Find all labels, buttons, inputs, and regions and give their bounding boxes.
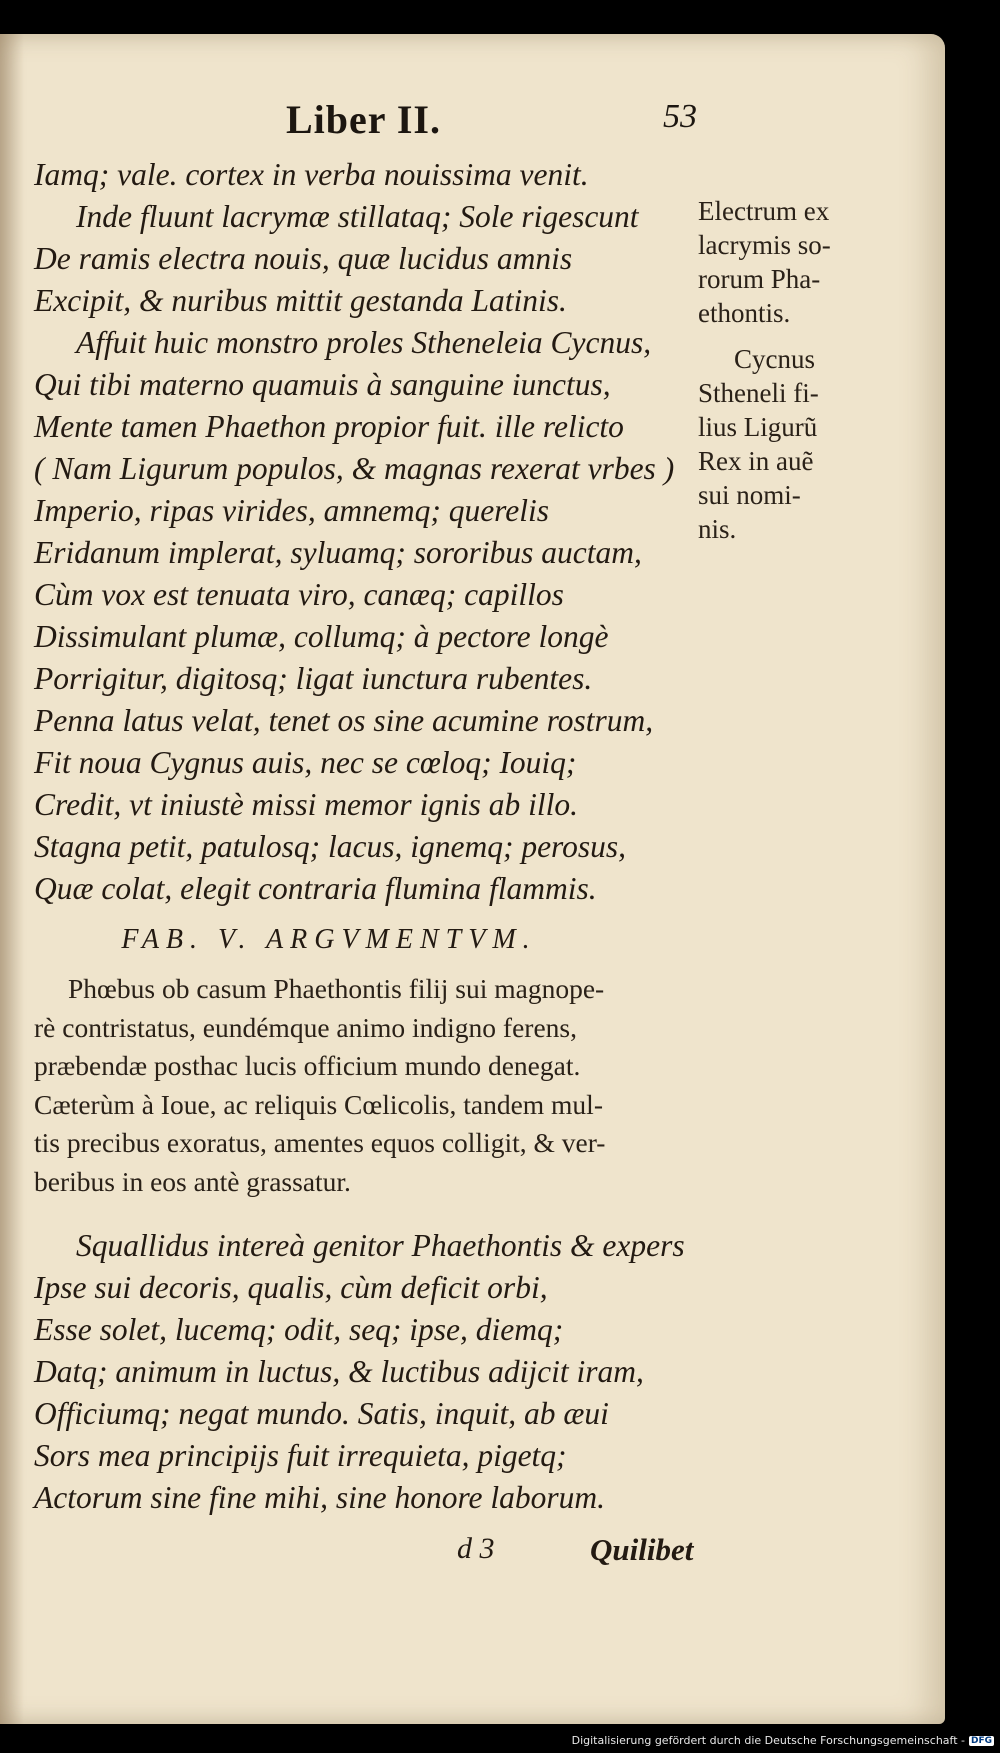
verse-block-top <box>34 154 694 910</box>
book-page <box>0 34 945 1724</box>
argument-line: præbendæ posthac lucis officium mundo denegat. <box>34 1050 581 1081</box>
argument-paragraph <box>34 970 684 1201</box>
marginal-note-line: ethontis. <box>698 298 791 328</box>
running-head: Liber II. <box>286 97 441 142</box>
marginal-note-line: Electrum ex <box>698 196 830 226</box>
verse-line: Penna latus velat, tenet os sine acumine rostrum, <box>34 703 654 738</box>
verse-line: Qui tibi materno quamuis à sanguine iunctus, <box>34 367 611 402</box>
marginal-note-line: Rex in auẽ <box>698 446 814 476</box>
page-number: 53 <box>663 98 697 135</box>
argument-line: rè contristatus, eundémque animo indigno ferens, <box>34 1011 577 1043</box>
verse-line: ( Nam Ligurum populos, & magnas rexerat vrbes ) <box>34 451 675 486</box>
verse-line: Ipse sui decoris, qualis, cùm deficit orbi, <box>34 1270 548 1305</box>
marginal-note-line: nis. <box>698 514 737 544</box>
verse-line: Sors mea principijs fuit irrequieta, pigetq; <box>34 1438 567 1473</box>
verse-line: Esse solet, lucemq; odit, seq; ipse, diemq; <box>34 1312 564 1347</box>
verse-line: Mente tamen Phaethon propior fuit. ille relicto <box>34 409 624 444</box>
credit-text: Digitalisierung gefördert durch die Deutsche Forschungsgemeinschaft - <box>571 1734 965 1747</box>
verse-line: Actorum sine fine mihi, sine honore laborum. <box>34 1480 606 1515</box>
marginal-notes <box>698 194 858 558</box>
digitization-credit <box>572 1734 994 1747</box>
signature-mark: d 3 <box>457 1532 495 1565</box>
verse-line: Stagna petit, patulosq; lacus, ignemq; perosus, <box>34 829 627 864</box>
section-heading: FAB. V. ARGVMENTVM. <box>121 924 537 955</box>
argument-line: Cæterùm à Ioue, ac reliquis Cœlicolis, tandem mul- <box>34 1088 603 1120</box>
verse-line: Imperio, ripas virides, amnemq; querelis <box>34 493 550 528</box>
marginal-note-line: Cycnus <box>734 344 815 374</box>
verse-line: Dissimulant plumæ, collumq; à pectore longè <box>34 619 609 654</box>
verse-line: Inde fluunt lacrymæ stillataq; Sole rigescunt <box>76 199 639 234</box>
marginal-note-line: Stheneli fi- <box>698 378 819 408</box>
verse-line: Credit, vt iniustè missi memor ignis ab illo. <box>34 787 578 822</box>
dfg-logo: DFG <box>970 1735 992 1746</box>
marginal-note-line: sui nomi- <box>698 480 801 510</box>
verse-line: Excipit, & nuribus mittit gestanda Latinis. <box>34 283 567 318</box>
verse-line: Affuit huic monstro proles Stheneleia Cycnus, <box>76 325 652 360</box>
marginal-note-line: lius Ligurũ <box>698 412 818 442</box>
argument-line: Phœbus ob casum Phaethontis filij sui magnope- <box>68 973 605 1004</box>
marginal-note <box>698 194 858 330</box>
verse-line: Iamq; vale. cortex in verba nouissima venit. <box>34 157 589 192</box>
marginal-note-line: rorum Pha- <box>698 264 821 294</box>
argument-line: tis precibus exoratus, amentes equos colligit, & ver- <box>34 1127 606 1158</box>
page-edge-shadow <box>0 34 24 1724</box>
verse-line: De ramis electra nouis, quæ lucidus amnis <box>34 241 573 276</box>
marginal-note <box>698 342 858 546</box>
page-header <box>0 96 945 156</box>
verse-line: Officiumq; negat mundo. Satis, inquit, ab æui <box>34 1396 609 1431</box>
main-text-block <box>34 154 694 1519</box>
verse-line: Squallidus intereà genitor Phaethontis & expers <box>76 1228 685 1263</box>
verse-line: Porrigitur, digitosq; ligat iunctura rubentes. <box>34 661 593 696</box>
catchword: Quilibet <box>590 1532 694 1567</box>
verse-line: Fit noua Cygnus auis, nec se cœloq; Iouiq; <box>34 745 577 780</box>
verse-line: Quæ colat, elegit contraria flumina flammis. <box>34 871 597 906</box>
argument-line: beribus in eos antè grassatur. <box>34 1165 351 1197</box>
verse-block-bottom <box>34 1225 694 1519</box>
verse-line: Cùm vox est tenuata viro, canæq; capillos <box>34 577 564 612</box>
page-footer <box>0 1532 945 1582</box>
verse-line: Eridanum implerat, syluamq; sororibus auctam, <box>34 535 642 570</box>
marginal-note-line: lacrymis so- <box>698 230 831 260</box>
verse-line: Datq; animum in luctus, & luctibus adijcit iram, <box>34 1354 644 1389</box>
